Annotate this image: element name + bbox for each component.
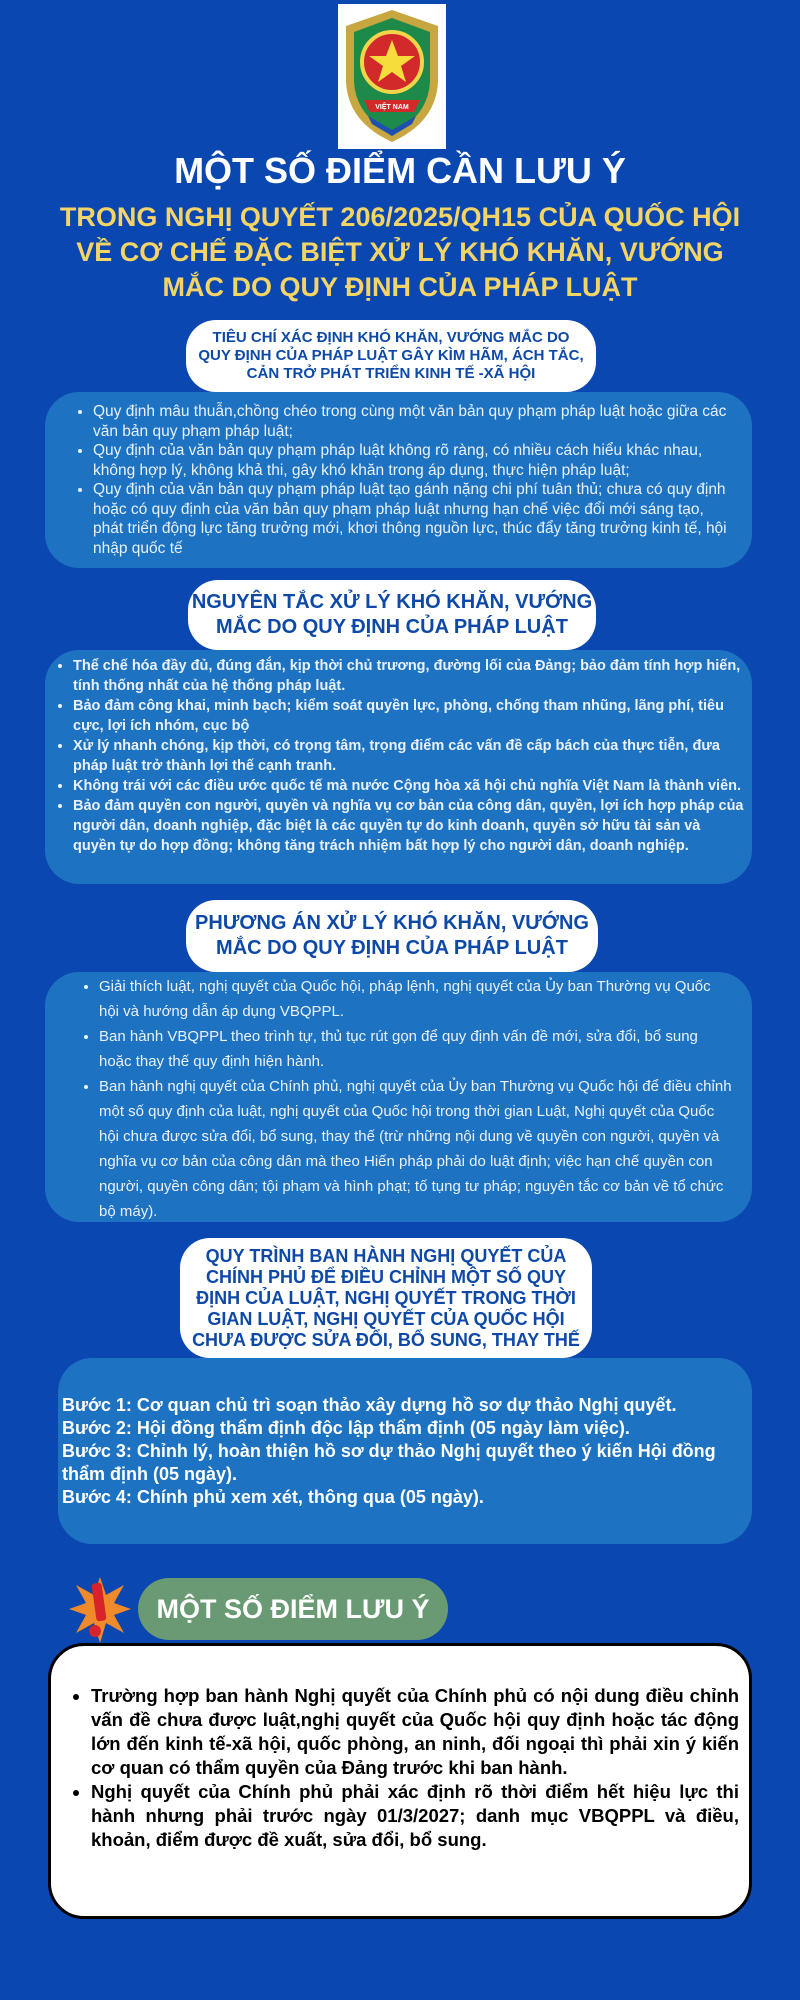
list-item: • Giải thích luật, nghị quyết của Quốc hội, pháp lệnh, nghị quyết của Ủy ban Thường vụ Quốc hội và hướng dẫn áp dụng VBQPPL. bbox=[99, 974, 734, 1024]
svg-text:VIỆT NAM: VIỆT NAM bbox=[375, 104, 409, 111]
section-heading-solutions bbox=[186, 900, 598, 972]
exclamation-burst-icon bbox=[68, 1575, 132, 1645]
list-item: • Quy định của văn bản quy phạm pháp luật tạo gánh nặng chi phí tuân thủ; chưa có quy định hoặc có quy định của văn bản quy phạm pháp luật nhưng hạn chế việc đổi mới sáng tạo, phát triển động lực tăng trưởng mới, khơi thông nguồn lực, thúc đẩy tăng trưởng kinh tế, hội nhập quốc tế bbox=[93, 480, 738, 558]
step-item: Bước 4: Chính phủ xem xét, thông qua (05 ngày). bbox=[62, 1487, 484, 1507]
section-heading-criteria bbox=[186, 320, 596, 392]
list-item: • Ban hành VBQPPL theo trình tự, thủ tục rút gọn để quy định vấn đề mới, sửa đổi, bổ sung hoặc thay thế quy định hiện hành. bbox=[99, 1024, 734, 1074]
principles-box bbox=[45, 650, 752, 884]
heading-line: CHƯA ĐƯỢC SỬA ĐỔI, BỔ SUNG, THAY THẾ bbox=[192, 1329, 580, 1350]
emblem-logo bbox=[338, 4, 446, 149]
section-heading-procedure bbox=[180, 1238, 592, 1358]
heading-line: QUY TRÌNH BAN HÀNH NGHỊ QUYẾT CỦA bbox=[205, 1245, 567, 1266]
procedure-box bbox=[58, 1358, 752, 1544]
subtitle-line: MẮC DO QUY ĐỊNH CỦA PHÁP LUẬT bbox=[162, 272, 638, 302]
notes-box bbox=[48, 1643, 752, 1919]
heading-line: GIAN LUẬT, NGHỊ QUYẾT CỦA QUỐC HỘI bbox=[207, 1308, 565, 1329]
list-item: • Trường hợp ban hành Nghị quyết của Chính phủ có nội dung điều chỉnh vấn đề chưa được luật,nghị quyết của Quốc hội quy định hoặc tác động lớn đến kinh tế-xã hội, quốc phòng, an ninh, đối ngoại thì phải xin ý kiến cơ quan có thẩm quyền của Đảng trước khi ban hành. bbox=[91, 1684, 739, 1780]
list-item: • Thể chế hóa đầy đủ, đúng đắn, kịp thời chủ trương, đường lối của Đảng; bảo đảm tính hợp hiến, tính thống nhất của hệ thống pháp luật. bbox=[73, 656, 744, 696]
page-subtitle bbox=[40, 200, 760, 305]
heading-line: QUY ĐỊNH CỦA PHÁP LUẬT GÂY KÌM HÃM, ÁCH TẮC, bbox=[198, 347, 584, 364]
list-item: • Bảo đảm quyền con người, quyền và nghĩa vụ cơ bản của công dân, quyền, lợi ích hợp pháp của người dân, doanh nghiệp, đặc biệt là các quyền tự do kinh doanh, quyền sở hữu tài sản và quyền tự do hợp đồng; không tăng trách nhiệm bất hợp lý cho người dân, doanh nghiệp. bbox=[73, 796, 744, 856]
solutions-box bbox=[45, 972, 752, 1222]
heading-line: MẮC DO QUY ĐỊNH CỦA PHÁP LUẬT bbox=[216, 616, 568, 638]
notes-heading: MỘT SỐ ĐIỂM LƯU Ý bbox=[138, 1578, 448, 1640]
list-item: • Xử lý nhanh chóng, kịp thời, có trọng tâm, trọng điểm các vấn đề cấp bách của thực tiễn, đưa pháp luật trở thành lợi thế cạnh tranh. bbox=[73, 736, 744, 776]
page-title: MỘT SỐ ĐIỂM CẦN LƯU Ý bbox=[174, 150, 626, 191]
list-item: • Quy định của văn bản quy phạm pháp luật không rõ ràng, có nhiều cách hiểu khác nhau, không hợp lý, không khả thi, gây khó khăn trong áp dụng, thực hiện pháp luật; bbox=[93, 441, 738, 480]
heading-line: ĐỊNH CỦA LUẬT, NGHỊ QUYẾT TRONG THỜI bbox=[196, 1287, 576, 1308]
list-item: • Quy định mâu thuẫn,chồng chéo trong cùng một văn bản quy phạm pháp luật hoặc giữa các văn bản quy phạm pháp luật; bbox=[93, 402, 738, 441]
subtitle-line: VỀ CƠ CHẾ ĐẶC BIỆT XỬ LÝ KHÓ KHĂN, VƯỚNG bbox=[76, 237, 724, 267]
list-item: • Ban hành nghị quyết của Chính phủ, nghị quyết của Ủy ban Thường vụ Quốc hội để điều chỉnh một số quy định của luật, nghị quyết của Quốc hội trong thời gian Luật, Nghị quyết của Quốc hội chưa được sửa đổi, bổ sung, thay thế (trừ những nội dung về quyền con người, quyền và nghĩa vụ cơ bản của công dân mà theo Hiến pháp phải do luật định; việc hạn chế quyền con người, quyền công dân; tội phạm và hình phạt; tố tụng tư pháp; nguyên tắc cơ bản về tổ chức bộ máy). bbox=[99, 1074, 734, 1224]
step-item: Bước 2: Hội đồng thẩm định độc lập thẩm định (05 ngày làm việc). bbox=[62, 1418, 630, 1438]
list-item: • Nghị quyết của Chính phủ phải xác định rõ thời điểm hết hiệu lực thi hành nhưng phải trước ngày 01/3/2027; danh mục VBQPPL và điều, khoản, điểm được đề xuất, sửa đổi, bổ sung. bbox=[91, 1780, 739, 1852]
heading-line: NGUYÊN TẮC XỬ LÝ KHÓ KHĂN, VƯỚNG bbox=[191, 591, 593, 613]
heading-line: PHƯƠNG ÁN XỬ LÝ KHÓ KHĂN, VƯỚNG bbox=[195, 912, 589, 934]
heading-line: CẢN TRỞ PHÁT TRIỂN KINH TẾ -XÃ HỘI bbox=[246, 365, 536, 382]
heading-line: TIÊU CHÍ XÁC ĐỊNH KHÓ KHĂN, VƯỚNG MẮC DO bbox=[212, 329, 570, 346]
heading-line: CHÍNH PHỦ ĐỂ ĐIỀU CHỈNH MỘT SỐ QUY bbox=[205, 1266, 566, 1287]
step-item: Bước 3: Chỉnh lý, hoàn thiện hồ sơ dự thảo Nghị quyết theo ý kiến Hội đồng thẩm định (05 ngày). bbox=[62, 1441, 716, 1484]
section-heading-principles bbox=[188, 580, 596, 650]
step-item: Bước 1: Cơ quan chủ trì soạn thảo xây dựng hồ sơ dự thảo Nghị quyết. bbox=[62, 1395, 677, 1415]
criteria-box bbox=[45, 392, 752, 568]
list-item: • Không trái với các điều ước quốc tế mà nước Cộng hòa xã hội chủ nghĩa Việt Nam là thành viên. bbox=[73, 776, 744, 796]
heading-line: MẮC DO QUY ĐỊNH CỦA PHÁP LUẬT bbox=[216, 937, 568, 959]
subtitle-line: TRONG NGHỊ QUYẾT 206/2025/QH15 CỦA QUỐC HỘI bbox=[59, 202, 741, 232]
list-item: • Bảo đảm công khai, minh bạch; kiểm soát quyền lực, phòng, chống tham nhũng, lãng phí, tiêu cực, lợi ích nhóm, cục bộ bbox=[73, 696, 744, 736]
